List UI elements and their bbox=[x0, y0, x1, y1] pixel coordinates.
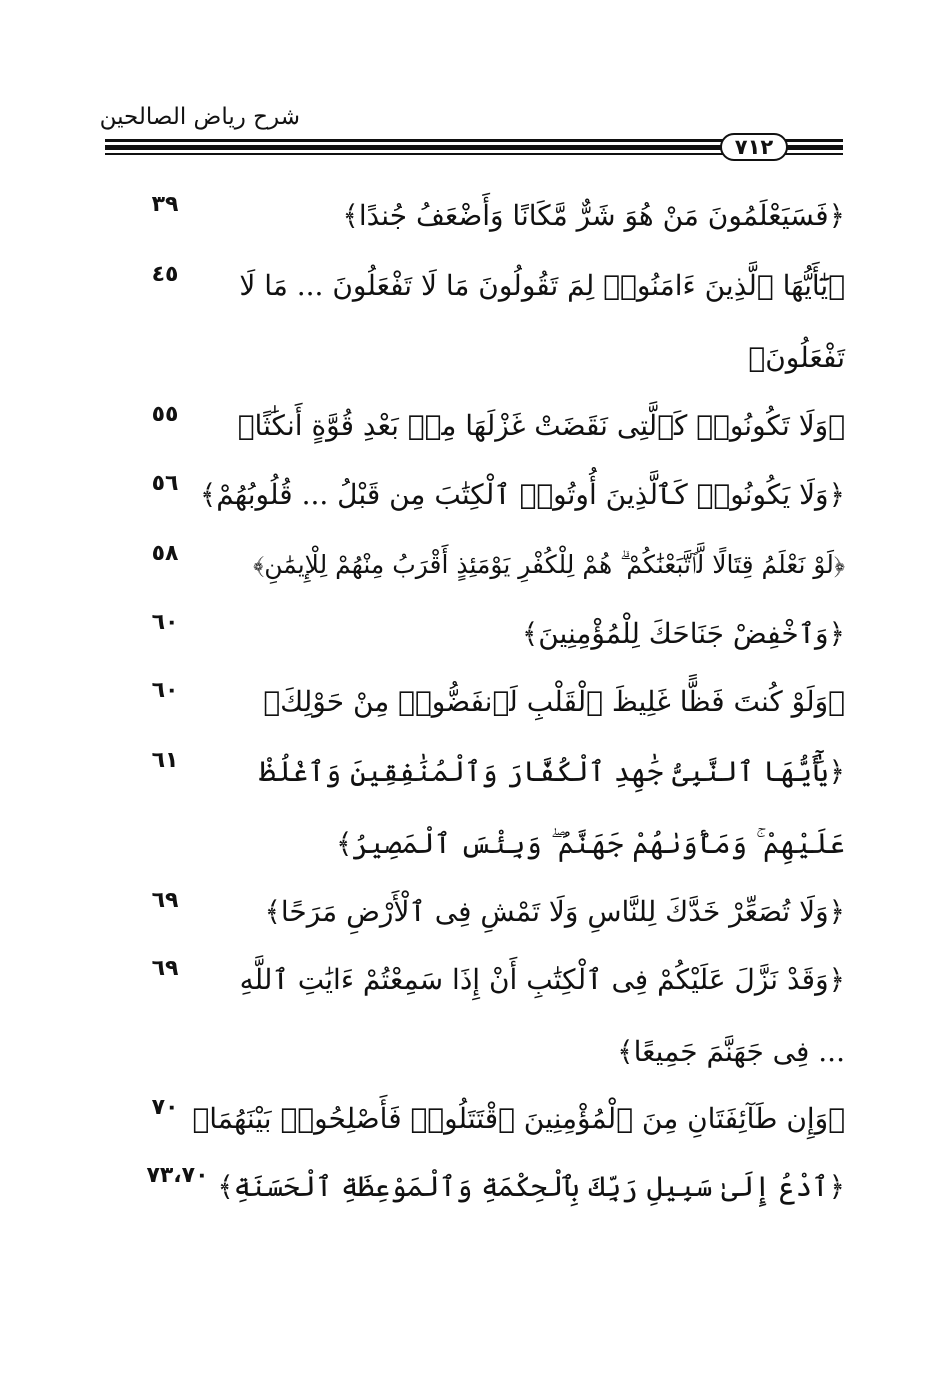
verse-reference: ٥٥ bbox=[151, 402, 179, 427]
verse-text: ﴿يَٰٓأَيُّهَا ٱلَّذِينَ ءَامَنُوا۟ لِمَ تَقُولُونَ مَا لَا تَفْعَلُونَ ... مَا لَا تَفْعَلُونَ﴾ bbox=[239, 269, 845, 374]
verse-reference: ٤٥ bbox=[151, 262, 179, 287]
verse-text: ﴿وَلَوْ كُنتَ فَظًّا غَلِيظَ ٱلْقَلْبِ لَٱنفَضُّوا۟ مِنْ حَوْلِكَ﴾ bbox=[263, 685, 845, 718]
verse-reference: ٦١ bbox=[151, 748, 179, 773]
page-number-badge: ٧١٢ bbox=[720, 133, 788, 161]
running-header-title: شرح رياض الصالحين bbox=[99, 104, 300, 130]
verse-text: ﴿وَلَا تُصَعِّرْ خَدَّكَ لِلنَّاسِ وَلَا تَمْشِ فِى ٱلْأَرْضِ مَرَحًا﴾ bbox=[264, 895, 845, 928]
verse-text: ﴿وَقَدْ نَزَّلَ عَلَيْكُمْ فِى ٱلْكِتَٰبِ أَنْ إِذَا سَمِعْتُمْ ءَايَٰتِ ٱللَّهِ ... فِى جَهَنَّمَ جَمِيعًا﴾ bbox=[239, 963, 845, 1068]
verse-text: ﴿وَلَا تَكُونُوا۟ كَٱلَّتِى نَقَضَتْ غَزْلَهَا مِنۢ بَعْدِ قُوَّةٍ أَنكَٰثًا﴾ bbox=[237, 409, 845, 442]
verse-reference: ٦٠ bbox=[151, 610, 179, 635]
verse-text: ﴿فَسَيَعْلَمُونَ مَنْ هُوَ شَرٌّ مَّكَانًا وَأَضْعَفُ جُندًا﴾ bbox=[342, 199, 845, 232]
verse-text: ﴿ٱدْعُ إِلَىٰ سَبِيلِ رَبِّكَ بِٱلْحِكْمَةِ وَٱلْمَوْعِظَةِ ٱلْحَسَنَةِ﴾ bbox=[217, 1170, 845, 1203]
verse-text: ﴿وَلَا يَكُونُوا۟ كَٱلَّذِينَ أُوتُوا۟ ٱلْكِتَٰبَ مِن قَبْلُ ... قُلُوبُهُمْ﴾ bbox=[199, 478, 845, 511]
verse-reference: ٣٩ bbox=[151, 192, 179, 217]
verse-reference: ٥٦ bbox=[151, 471, 179, 496]
verse-text: ﴿وَإِن طَآئِفَتَانِ مِنَ ٱلْمُؤْمِنِينَ ٱقْتَتَلُوا۟ فَأَصْلِحُوا۟ بَيْنَهُمَا﴾ bbox=[192, 1102, 845, 1135]
verse-reference: ٧٠ bbox=[151, 1095, 179, 1120]
verse-reference: ٦٩ bbox=[151, 956, 179, 981]
verse-reference: ٧٣،٧٠ bbox=[146, 1163, 209, 1188]
verse-reference: ٥٨ bbox=[151, 541, 179, 566]
verse-text: ﴿وَٱخْفِضْ جَنَاحَكَ لِلْمُؤْمِنِينَ﴾ bbox=[521, 617, 845, 650]
verse-text: ﴿يَٰٓأَيُّهَا ٱلنَّبِىُّ جَٰهِدِ ٱلْكُفَّارَ وَٱلْمُنَٰفِقِينَ وَٱغْلُظْ عَلَيْهِمْ ۚ وَمَأْوَىٰهُمْ جَهَنَّمُ ۖ وَبِئْسَ ٱلْمَصِيرُ﴾ bbox=[259, 755, 845, 860]
verse-reference: ٦٩ bbox=[151, 888, 179, 913]
verse-text: ﴿لَوْ نَعْلَمُ قِتَالًا لَّٱتَّبَعْنَٰكُمْ ۗ هُمْ لِلْكُفْرِ يَوْمَئِذٍ أَقْرَبُ مِنْهُمْ لِلْإِيمَٰنِ﴾ bbox=[253, 550, 845, 579]
verse-reference: ٦٠ bbox=[151, 678, 179, 703]
